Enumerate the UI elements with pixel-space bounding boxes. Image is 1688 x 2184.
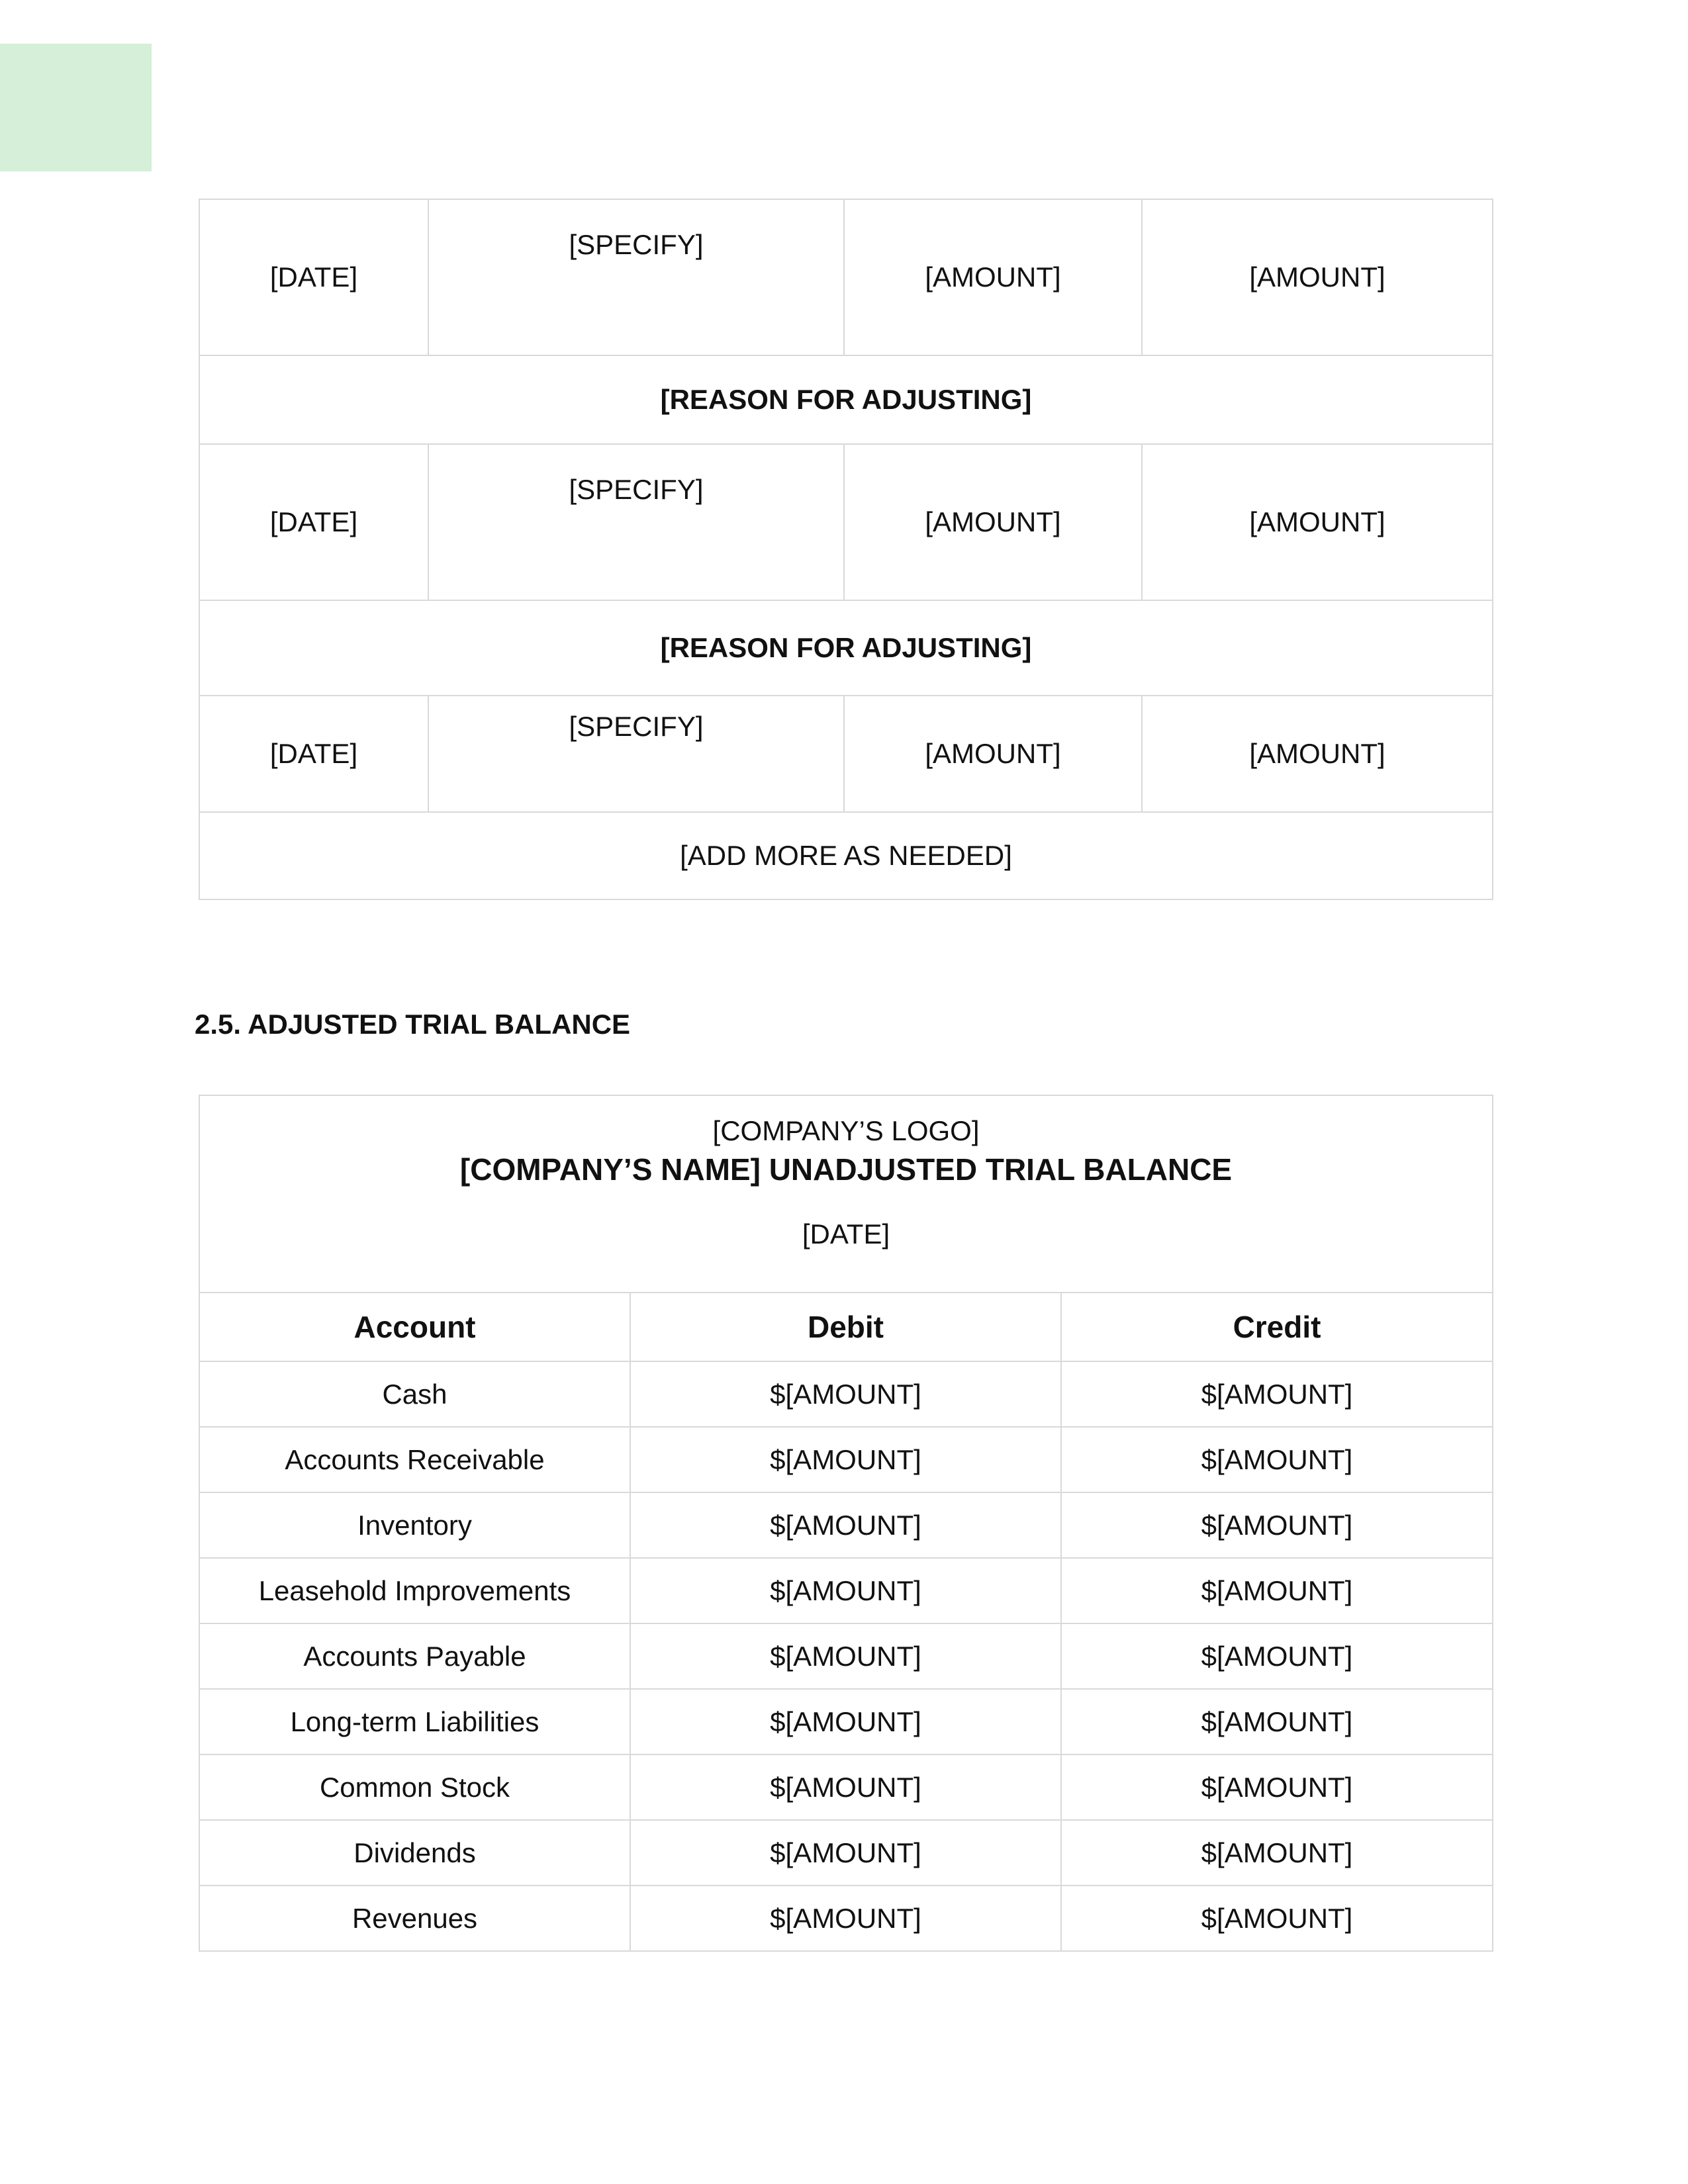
- date-cell[interactable]: [DATE]: [199, 696, 428, 812]
- amount-cell[interactable]: [AMOUNT]: [844, 696, 1142, 812]
- account-cell[interactable]: Dividends: [199, 1820, 630, 1886]
- add-more-cell[interactable]: [ADD MORE AS NEEDED]: [199, 812, 1493, 899]
- reason-cell[interactable]: [REASON FOR ADJUSTING]: [199, 355, 1493, 444]
- credit-cell[interactable]: $[AMOUNT]: [1061, 1492, 1493, 1558]
- debit-cell[interactable]: $[AMOUNT]: [630, 1886, 1061, 1951]
- credit-cell[interactable]: $[AMOUNT]: [1061, 1754, 1493, 1820]
- amount-cell[interactable]: [AMOUNT]: [1142, 444, 1493, 600]
- credit-cell[interactable]: $[AMOUNT]: [1061, 1361, 1493, 1427]
- table-row: [199, 355, 1493, 444]
- table-row: [199, 1820, 1493, 1886]
- account-cell[interactable]: Common Stock: [199, 1754, 630, 1820]
- specify-cell[interactable]: [SPECIFY]: [428, 696, 844, 812]
- corner-accent-block: [0, 44, 152, 171]
- specify-cell[interactable]: [SPECIFY]: [428, 444, 844, 600]
- trial-balance-table: [199, 1095, 1493, 1952]
- account-cell[interactable]: Cash: [199, 1361, 630, 1427]
- account-cell[interactable]: Inventory: [199, 1492, 630, 1558]
- credit-cell[interactable]: $[AMOUNT]: [1061, 1623, 1493, 1689]
- table-row: [199, 1361, 1493, 1427]
- table-row: [199, 600, 1493, 696]
- table-row: [199, 1558, 1493, 1623]
- amount-cell[interactable]: [AMOUNT]: [1142, 199, 1493, 355]
- amount-cell[interactable]: [AMOUNT]: [844, 199, 1142, 355]
- account-cell[interactable]: Accounts Receivable: [199, 1427, 630, 1492]
- amount-cell[interactable]: [AMOUNT]: [844, 444, 1142, 600]
- amount-cell[interactable]: [AMOUNT]: [1142, 696, 1493, 812]
- debit-cell[interactable]: $[AMOUNT]: [630, 1361, 1061, 1427]
- debit-cell[interactable]: $[AMOUNT]: [630, 1427, 1061, 1492]
- account-cell[interactable]: Long-term Liabilities: [199, 1689, 630, 1754]
- table-row: [199, 444, 1493, 600]
- debit-cell[interactable]: $[AMOUNT]: [630, 1558, 1061, 1623]
- table-row: [199, 1689, 1493, 1754]
- table-row: [199, 696, 1493, 812]
- credit-cell[interactable]: $[AMOUNT]: [1061, 1689, 1493, 1754]
- debit-cell[interactable]: $[AMOUNT]: [630, 1820, 1061, 1886]
- table-header-row: [199, 1293, 1493, 1361]
- column-header-debit: Debit: [630, 1293, 1061, 1361]
- table-title-row: [199, 1095, 1493, 1293]
- reason-cell[interactable]: [REASON FOR ADJUSTING]: [199, 600, 1493, 696]
- credit-cell[interactable]: $[AMOUNT]: [1061, 1427, 1493, 1492]
- account-cell[interactable]: Leasehold Improvements: [199, 1558, 630, 1623]
- credit-cell[interactable]: $[AMOUNT]: [1061, 1886, 1493, 1951]
- account-cell[interactable]: Accounts Payable: [199, 1623, 630, 1689]
- debit-cell[interactable]: $[AMOUNT]: [630, 1754, 1061, 1820]
- adjusting-entries-table: [199, 199, 1493, 900]
- trial-balance-date[interactable]: [DATE]: [802, 1218, 890, 1250]
- trial-balance-title[interactable]: [COMPANY’S NAME] UNADJUSTED TRIAL BALANCE: [459, 1152, 1233, 1187]
- table-title-cell: [199, 1095, 1493, 1293]
- date-cell[interactable]: [DATE]: [199, 444, 428, 600]
- debit-cell[interactable]: $[AMOUNT]: [630, 1623, 1061, 1689]
- section-heading: 2.5. ADJUSTED TRIAL BALANCE: [195, 1009, 631, 1040]
- table-row: [199, 1886, 1493, 1951]
- account-cell[interactable]: Revenues: [199, 1886, 630, 1951]
- column-header-account: Account: [199, 1293, 630, 1361]
- table-row: [199, 1427, 1493, 1492]
- company-logo-placeholder[interactable]: [COMPANY’S LOGO]: [712, 1115, 980, 1146]
- table-row: [199, 1623, 1493, 1689]
- credit-cell[interactable]: $[AMOUNT]: [1061, 1558, 1493, 1623]
- table-row: [199, 1492, 1493, 1558]
- debit-cell[interactable]: $[AMOUNT]: [630, 1492, 1061, 1558]
- debit-cell[interactable]: $[AMOUNT]: [630, 1689, 1061, 1754]
- credit-cell[interactable]: $[AMOUNT]: [1061, 1820, 1493, 1886]
- specify-cell[interactable]: [SPECIFY]: [428, 199, 844, 355]
- table-row: [199, 199, 1493, 355]
- table-row: [199, 1754, 1493, 1820]
- date-cell[interactable]: [DATE]: [199, 199, 428, 355]
- table-row: [199, 812, 1493, 899]
- column-header-credit: Credit: [1061, 1293, 1493, 1361]
